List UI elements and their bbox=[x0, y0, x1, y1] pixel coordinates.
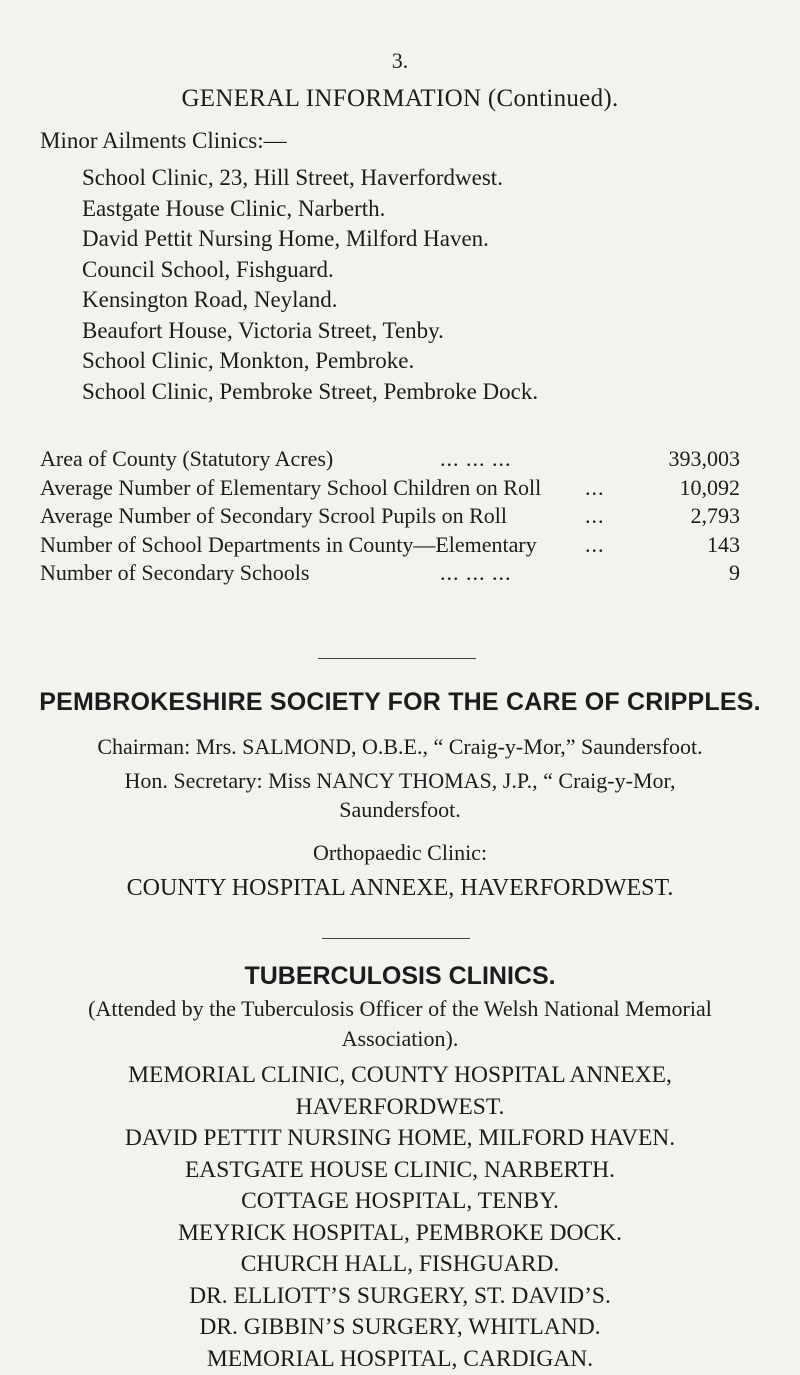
orthopaedic-clinic-heading: Orthopaedic Clinic: bbox=[0, 840, 800, 866]
minor-ailments-clinic-list bbox=[82, 163, 538, 407]
section-title-general-information: GENERAL INFORMATION (Continued). bbox=[0, 85, 800, 113]
statistic-row bbox=[40, 560, 740, 589]
list-item: Beaufort House, Victoria Street, Tenby. bbox=[82, 316, 538, 347]
statistic-row bbox=[40, 532, 740, 561]
statistic-row bbox=[40, 446, 740, 475]
list-item: Kensington Road, Neyland. bbox=[82, 285, 538, 316]
list-item: MEYRICK HOSPITAL, PEMBROKE DOCK. bbox=[0, 1218, 800, 1250]
society-heading: PEMBROKESHIRE SOCIETY FOR THE CARE OF CRIPPLES. bbox=[0, 688, 800, 717]
minor-ailments-heading: Minor Ailments Clinics:— bbox=[40, 128, 287, 154]
list-item: DR. ELLIOTT’S SURGERY, ST. DAVID’S. bbox=[0, 1281, 800, 1313]
leader-dots: ... bbox=[585, 532, 605, 558]
leader-dots: ... bbox=[585, 503, 605, 529]
list-item: MEMORIAL CLINIC, COUNTY HOSPITAL ANNEXE, bbox=[0, 1060, 800, 1092]
list-item: MEMORIAL HOSPITAL, CARDIGAN. bbox=[0, 1344, 800, 1375]
list-item: HAVERFORDWEST. bbox=[0, 1092, 800, 1124]
statistic-value: 2,793 bbox=[691, 503, 741, 529]
society-secretary-line-1: Hon. Secretary: Miss NANCY THOMAS, J.P., “ Craig-y-Mor, bbox=[0, 768, 800, 794]
tuberculosis-clinic-list bbox=[0, 1060, 800, 1375]
statistic-label: Average Number of Elementary School Children on Roll bbox=[40, 475, 541, 501]
section-divider bbox=[322, 938, 470, 939]
leader-dots: ... ... ... bbox=[440, 560, 512, 586]
statistic-value: 143 bbox=[707, 532, 740, 558]
page-number: 3. bbox=[0, 48, 800, 74]
list-item: School Clinic, Monkton, Pembroke. bbox=[82, 346, 538, 377]
list-item: Council School, Fishguard. bbox=[82, 255, 538, 286]
leader-dots: ... ... ... bbox=[440, 446, 512, 472]
list-item: CHURCH HALL, FISHGUARD. bbox=[0, 1249, 800, 1281]
statistic-value: 10,092 bbox=[680, 475, 741, 501]
orthopaedic-clinic-location: COUNTY HOSPITAL ANNEXE, HAVERFORDWEST. bbox=[0, 875, 800, 902]
statistic-value: 393,003 bbox=[669, 446, 741, 472]
society-secretary-line-2: Saundersfoot. bbox=[0, 797, 800, 823]
section-divider bbox=[318, 658, 476, 659]
county-statistics bbox=[40, 446, 740, 589]
list-item: EASTGATE HOUSE CLINIC, NARBERTH. bbox=[0, 1155, 800, 1187]
list-item: School Clinic, Pembroke Street, Pembroke Dock. bbox=[82, 377, 538, 408]
statistic-label: Number of Secondary Schools bbox=[40, 560, 309, 586]
tuberculosis-note-line-2: Association). bbox=[0, 1026, 800, 1052]
list-item: DR. GIBBIN’S SURGERY, WHITLAND. bbox=[0, 1312, 800, 1344]
society-chairman: Chairman: Mrs. SALMOND, O.B.E., “ Craig-y-Mor,” Saundersfoot. bbox=[0, 734, 800, 760]
tuberculosis-note-line-1: (Attended by the Tuberculosis Officer of the Welsh National Memorial bbox=[0, 996, 800, 1022]
list-item: School Clinic, 23, Hill Street, Haverfordwest. bbox=[82, 163, 538, 194]
list-item: Eastgate House Clinic, Narberth. bbox=[82, 194, 538, 225]
list-item: DAVID PETTIT NURSING HOME, MILFORD HAVEN. bbox=[0, 1123, 800, 1155]
leader-dots: ... bbox=[585, 475, 605, 501]
statistic-label: Average Number of Secondary Scrool Pupils on Roll bbox=[40, 503, 507, 529]
statistic-value: 9 bbox=[729, 560, 740, 586]
tuberculosis-heading: TUBERCULOSIS CLINICS. bbox=[0, 962, 800, 991]
statistic-row bbox=[40, 503, 740, 532]
statistic-label: Number of School Departments in County—Elementary bbox=[40, 532, 537, 558]
statistic-row bbox=[40, 475, 740, 504]
statistic-label: Area of County (Statutory Acres) bbox=[40, 446, 333, 472]
list-item: David Pettit Nursing Home, Milford Haven. bbox=[82, 224, 538, 255]
list-item: COTTAGE HOSPITAL, TENBY. bbox=[0, 1186, 800, 1218]
